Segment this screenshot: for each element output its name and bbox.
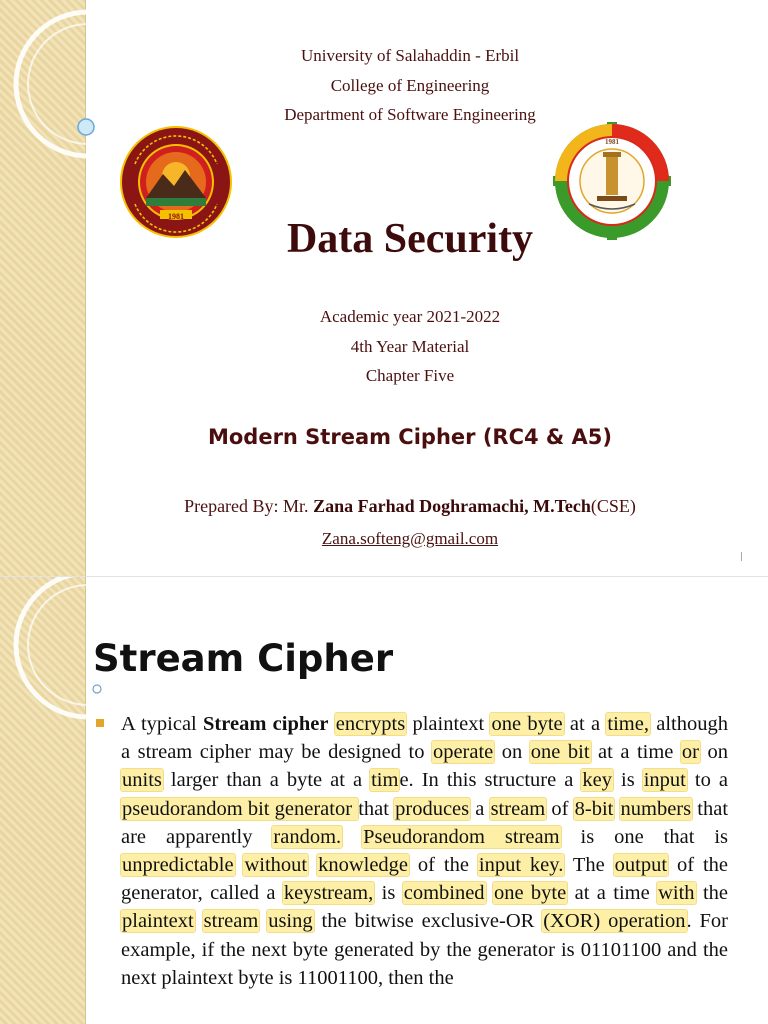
highlighted-text: tim [371,769,399,792]
email-link[interactable]: Zana.softeng@gmail.com [321,529,499,548]
highlighted-text: units [122,769,162,792]
email-line [160,529,660,549]
highlighted-text: with [658,882,695,905]
paragraph-text [342,826,362,848]
highlighted-text: 8-bit [574,797,614,820]
author-name: Zana Farhad Doghramachi, M.Tech [313,496,591,516]
prepared-by-line [120,496,700,517]
paragraph-text: The [564,854,614,877]
highlighted-text: input key. [478,854,564,877]
paragraph-text: is [374,882,403,905]
highlighted-text: combined [403,882,485,905]
body-paragraph [121,710,728,992]
author-suffix: (CSE) [590,496,636,516]
highlighted-text: encrypts [335,713,406,735]
highlighted-text: or [681,741,699,764]
paragraph-text: plaintext [406,713,491,735]
left-logo-year: 1981 [168,212,184,221]
paragraph-text: at a time [567,882,658,905]
year-material: 4th Year Material [350,337,470,356]
highlighted-text: operate [432,741,494,764]
paragraph-text [486,882,493,904]
paragraph-text: at a [563,713,607,735]
paragraph-text [308,854,317,876]
paragraph-text: although a stream cipher may be designed to [121,713,728,764]
paragraph-text: on [494,741,530,764]
paragraph-text [614,798,619,820]
highlighted-text: pseudorandom bit generator [122,797,358,820]
paragraph-text: . For example, if the next byte generated by the generator is 01101100 and the next plaintext byte is 11001100, then the [121,910,729,989]
paragraph-text: larger than a byte at a [162,769,371,792]
highlighted-text: stream [203,910,259,933]
paragraph-text: on [699,741,728,764]
highlighted-text: knowledge [318,854,409,877]
highlighted-text: using [268,910,313,933]
slide-subtitle: Modern Stream Cipher (RC4 & A5) [207,425,613,449]
paragraph-text: of the [409,854,478,877]
page-title: Data Security [286,216,534,262]
paragraph-text: that [358,797,395,820]
highlighted-text: input [643,769,686,792]
blue-bead-icon [78,119,94,135]
bullet-square-icon [96,719,104,727]
highlighted-text: unpredictable [122,854,234,877]
highlighted-text: numbers [620,797,692,820]
paragraph-text: is [612,769,643,792]
paragraph-text [328,713,334,735]
highlighted-text: one bit [530,741,590,764]
highlighted-text: one byte [491,713,563,735]
paragraph-text: that are apparently [121,797,729,848]
prepared-by-label: Prepared By: Mr. [184,496,309,516]
slide-heading: Stream Cipher [93,637,394,680]
highlighted-text: one byte [493,882,567,905]
highlighted-text: random. [273,825,342,848]
highlighted-text: key [582,769,612,792]
highlighted-text: stream [490,797,546,820]
highlighted-text: produces [395,797,470,820]
paragraph-text: a [470,797,490,820]
paragraph-text: of [546,797,574,820]
paragraph-text: is one that is [560,825,729,848]
decorative-rings [0,0,140,576]
chapter-label: Chapter Five [365,366,455,385]
paragraph-text: the [695,882,728,905]
university-name: University of Salahaddin - Erbil [300,46,520,65]
highlighted-text: Pseudorandom stream [363,825,560,848]
paragraph-text: to a [686,769,728,792]
paragraph-text: A typical [121,713,204,735]
department-name: Department of Software Engineering [284,105,536,124]
highlighted-text: (XOR) operation [543,910,686,933]
small-bead-icon [93,685,101,693]
paragraph-text [195,910,203,932]
paragraph-text: e. In this structure a [399,769,582,792]
bold-term: Stream cipher [203,713,329,735]
content-slide [0,577,768,1024]
highlighted-text: output [614,854,668,877]
cursor-mark [741,552,742,561]
academic-year: Academic year 2021-2022 [319,307,501,326]
paragraph-text: of the generator, called a [121,854,729,905]
right-logo-year: 1981 [605,138,619,146]
college-name: College of Engineering [330,76,490,95]
highlighted-text: plaintext [122,910,194,933]
paragraph-text: at a time [590,741,681,764]
paragraph-text: the bitwise exclusive-OR [313,910,543,933]
highlighted-text: without [244,854,308,877]
highlighted-text: keystream, [283,882,374,905]
highlighted-text: time, [607,713,649,735]
